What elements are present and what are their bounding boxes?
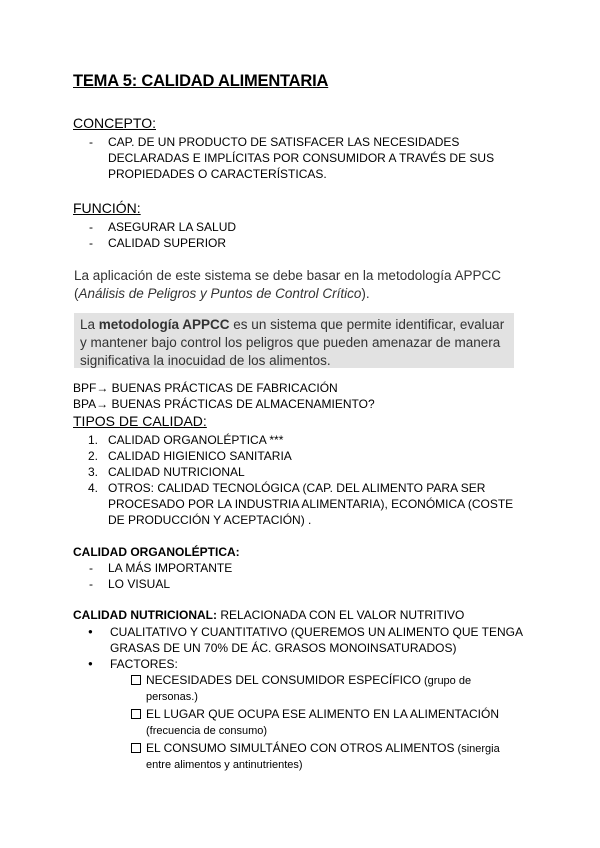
bpf-line: BPF→ BUENAS PRÁCTICAS DE FABRICACIÓN [73,381,338,395]
funcion-item-2: - CALIDAD SUPERIOR [108,235,226,251]
funcion-item-1: - ASEGURAR LA SALUD [108,219,236,235]
tipos-item-3: 3. CALIDAD NUTRICIONAL [108,464,245,480]
nutricional-heading-rest: RELACIONADA CON EL VALOR NUTRITIVO [216,608,465,622]
section-heading-funcion: FUNCIÓN: [73,200,141,216]
tipos-item-1: 1. CALIDAD ORGANOLÉPTICA *** [108,432,283,448]
nutricional-bullet-2: ● FACTORES: [110,656,178,672]
appcc-definition-box [74,313,514,368]
section-heading-tipos: TIPOS DE CALIDAD: [73,413,207,429]
organoleptica-heading: CALIDAD ORGANOLÉPTICA: [73,545,240,559]
appcc-line-2: (Análisis de Peligros y Puntos de Control Crítico). [74,286,370,301]
appcc-box-line-3: significativa la inocuidad de los alimentos. [80,353,331,368]
appcc-box-line-1: La metodología APPCC es un sistema que permite identificar, evaluar [80,317,505,332]
tipos-item-4-line-2: PROCESADO POR LA INDUSTRIA ALIMENTARIA), ECONÓMICA (COSTE [108,497,514,511]
nutricional-heading-line [73,607,464,623]
nutricional-bullet-1-line-1: ● CUALITATIVO Y CUANTITATIVO (QUEREMOS UN ALIMENTO QUE TENGA [110,624,523,640]
factor-item-2-note: (frecuencia de consumo) [146,725,268,737]
concepto-line-1: - CAP. DE UN PRODUCTO DE SATISFACER LAS NECESIDADES [108,134,459,150]
factor-item-3: EL CONSUMO SIMULTÁNEO CON OTROS ALIMENTOS (sinergia [146,741,500,755]
factor-item-1: NECESIDADES DEL CONSUMIDOR ESPECÍFICO (grupo de [146,673,472,687]
section-heading-concepto: CONCEPTO: [73,115,156,131]
appcc-excerpt [74,267,501,303]
factor-item-1-note: personas.) [146,691,198,703]
nutricional-bullet-1-line-2: GRASAS DE UN 70% DE ÁC. GRASOS MONOINSATURADOS) [110,641,457,655]
organoleptica-item-1: - LA MÁS IMPORTANTE [108,560,232,576]
factor-item-2: EL LUGAR QUE OCUPA ESE ALIMENTO EN LA ALIMENTACIÓN [146,707,499,721]
factor-item-3-note: entre alimentos y antinutrientes) [146,759,303,771]
tipos-item-2: 2. CALIDAD HIGIENICO SANITARIA [108,448,292,464]
tipos-item-4-line-3: DE PRODUCCIÓN Y ACEPTACIÓN) . [108,513,312,527]
page-title: TEMA 5: CALIDAD ALIMENTARIA [73,72,329,90]
tipos-item-4-line-1: 4. OTROS: CALIDAD TECNOLÓGICA (CAP. DEL ALIMENTO PARA SER [108,480,485,496]
appcc-box-line-2: y mantener bajo control los peligros que pueden amenazar de manera [80,335,501,350]
organoleptica-item-2: - LO VISUAL [108,576,170,592]
bpa-line: BPA→ BUENAS PRÁCTICAS DE ALMACENAMIENTO? [73,397,375,411]
nutricional-heading: CALIDAD NUTRICIONAL: [73,608,217,622]
appcc-line-1: La aplicación de este sistema se debe basar en la metodología APPCC [74,268,502,283]
concepto-line-2: DECLARADAS E IMPLÍCITAS POR CONSUMIDOR A TRAVÉS DE SUS [108,151,495,165]
concepto-line-3: PROPIEDADES O CARACTERÍSTICAS. [108,167,327,181]
